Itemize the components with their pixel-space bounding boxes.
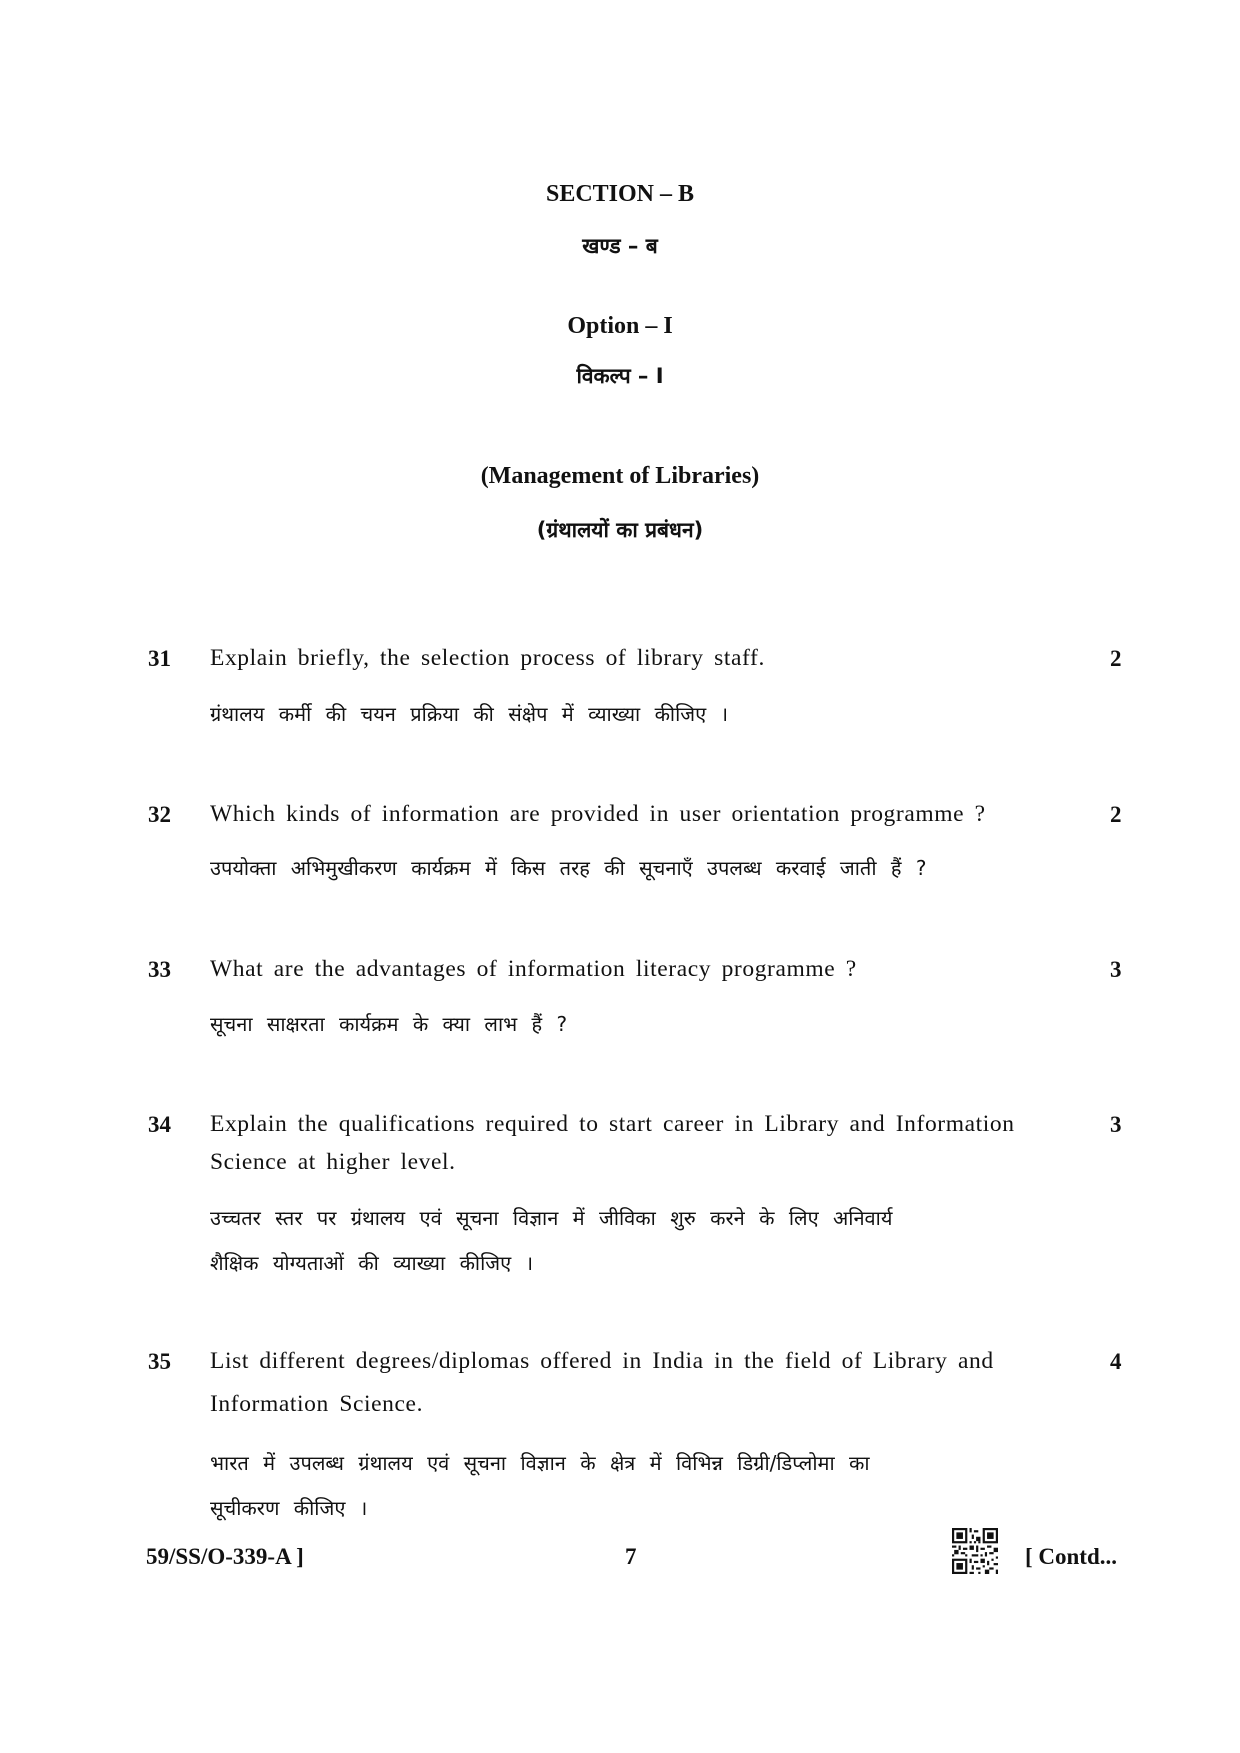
question-text-hi-line-1: भारत में उपलब्ध ग्रंथालय एवं सूचना विज्ञान के क्षेत्र में विभिन्न डिग्री/डिप्लोमा का [210,1451,870,1475]
question-text-hi: ग्रंथालय कर्मी की चयन प्रक्रिया की संक्षेप में व्याख्या कीजिए । [210,702,729,726]
question-text-hi-line-2: शैक्षिक योग्यताओं की व्याख्या कीजिए । [210,1251,534,1275]
qr-code-icon [952,1528,998,1574]
question-number: 31 [148,646,171,671]
question-text-en: What are the advantages of information literacy programme ? [210,956,857,982]
question-text-en-line-1: List different degrees/diplomas offered in India in the field of Library and [210,1348,994,1374]
continued-label: [ Contd... [1025,1544,1118,1569]
question-number: 35 [148,1349,171,1374]
question-marks: 3 [1110,1112,1122,1137]
question-marks: 3 [1110,957,1122,982]
question-number: 34 [148,1112,171,1137]
question-text-en-line-2: Information Science. [210,1391,424,1417]
question-number: 33 [148,957,171,982]
question-text-en-line-1: Explain the qualifications required to start career in Library and Information [210,1111,1015,1137]
question-marks: 4 [1110,1349,1122,1374]
question-marks: 2 [1110,646,1122,671]
question-text-hi-line-2: सूचीकरण कीजिए । [210,1496,368,1520]
question-text-en: Explain briefly, the selection process of library staff. [210,645,765,671]
question-text-en: Which kinds of information are provided in user orientation programme ? [210,801,986,827]
subject-heading: (Management of Libraries) [480,463,760,489]
question-text-hi: उपयोक्ता अभिमुखीकरण कार्यक्रम में किस तरह की सूचनाएँ उपलब्ध करवाई जाती हैं ? [210,856,927,880]
section-heading: SECTION – B [545,181,695,207]
section-heading-hindi: खण्ड – ब [582,234,658,258]
question-number: 32 [148,802,171,827]
question-text-hi: सूचना साक्षरता कार्यक्रम के क्या लाभ हैं ? [210,1012,568,1036]
question-text-en-line-2: Science at higher level. [210,1149,456,1175]
page-number: 7 [625,1544,637,1569]
question-marks: 2 [1110,802,1122,827]
option-heading: Option – I [567,313,673,339]
question-text-hi-line-1: उच्चतर स्तर पर ग्रंथालय एवं सूचना विज्ञान में जीविका शुरु करने के लिए अनिवार्य [210,1206,893,1230]
subject-heading-hindi: (ग्रंथालयों का प्रबंधन) [536,518,704,542]
paper-code: 59/SS/O-339-A ] [146,1544,304,1569]
option-heading-hindi: विकल्प – I [576,364,664,388]
